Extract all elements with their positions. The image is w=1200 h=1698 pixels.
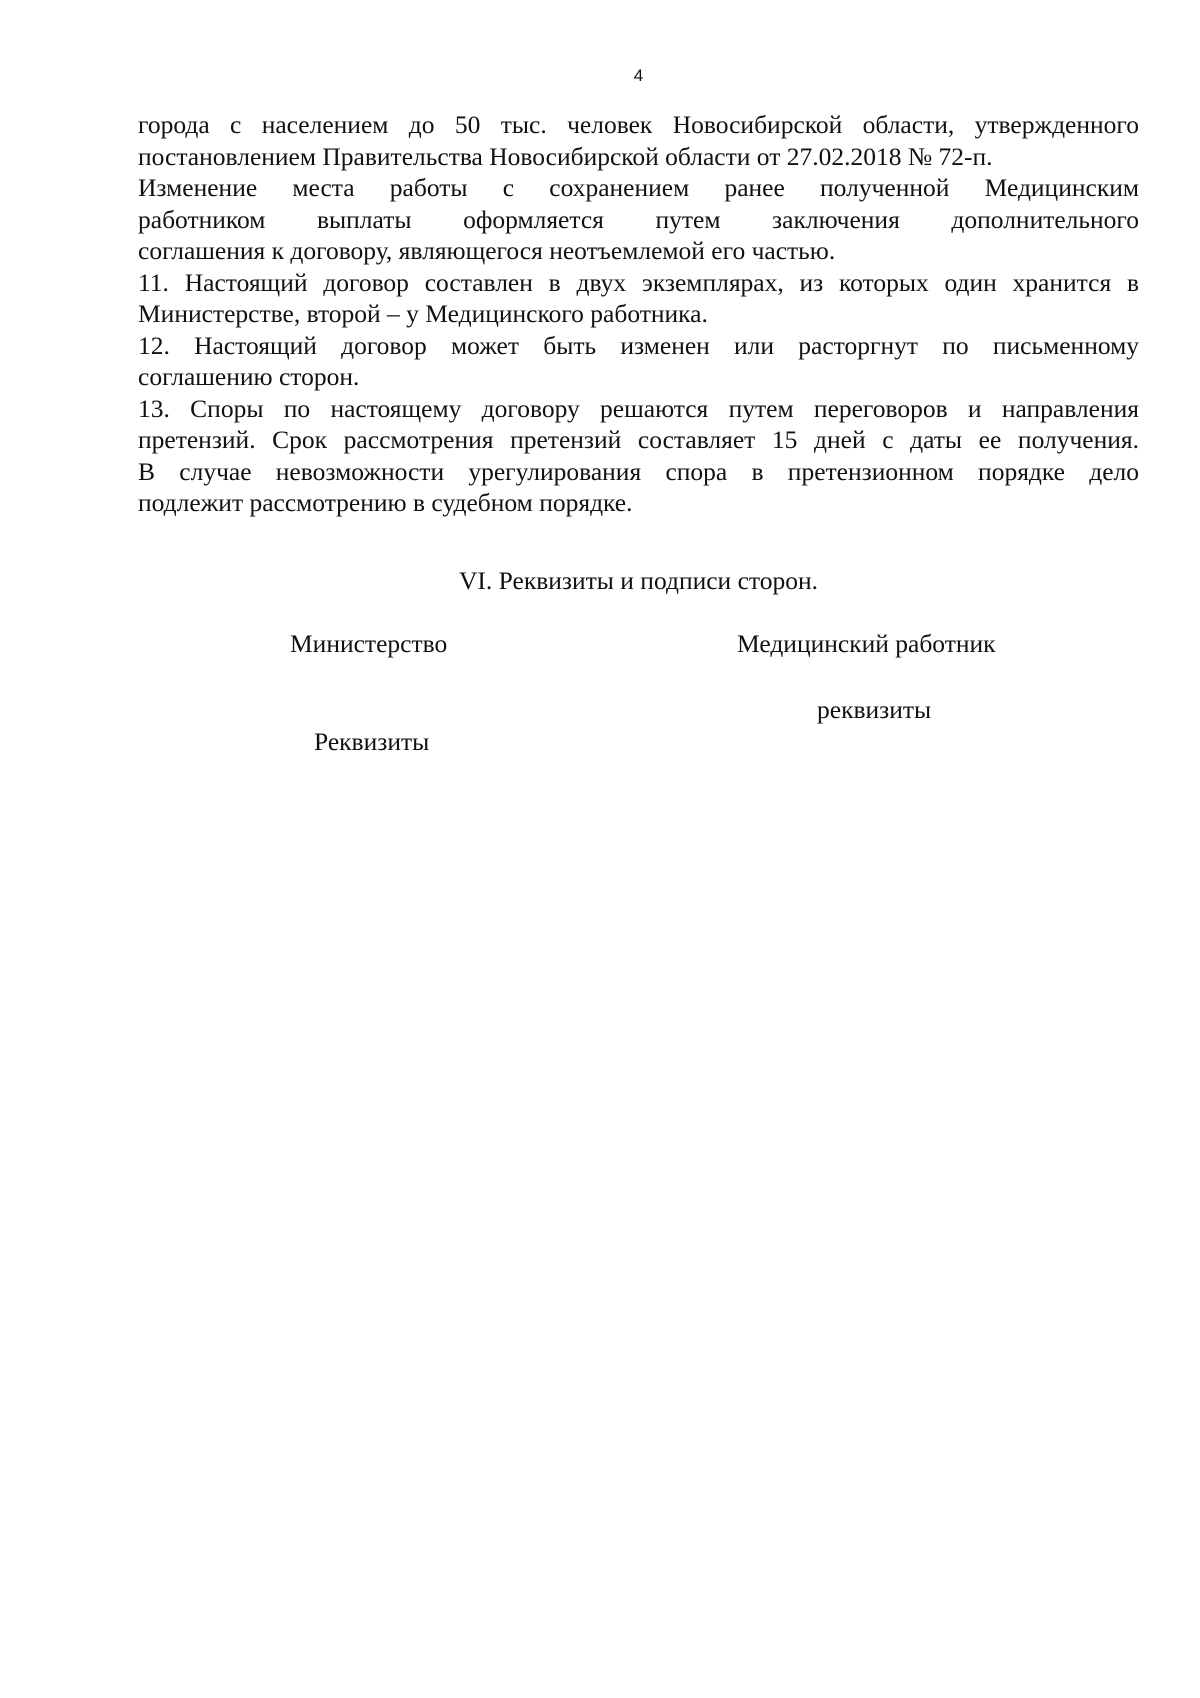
body-line: 11. Настоящий договор составлен в двух экземплярах, из которых один хранится в [138,267,1139,297]
body-line: работником выплаты оформляется путем заключения дополнительного [138,204,1139,234]
body-line: города с населением до 50 тыс. человек Новосибирской области, утвержденного [138,110,1139,139]
body-line: постановлением Правительства Новосибирской области от 27.02.2018 № 72-п. [138,141,993,171]
contract-body-text [138,109,1139,519]
body-line: Изменение места работы с сохранением ранее полученной Медицинским [138,173,1139,202]
medical-worker-requisites: реквизиты [817,695,932,724]
body-line: Министерстве, второй – у Медицинского работника. [138,299,708,328]
party-medical-worker-label: Медицинский работник [737,629,996,658]
body-line: претензий. Срок рассмотрения претензий составляет 15 дней с даты ее получения. [138,425,1139,454]
page-number: 4 [633,66,644,85]
body-line: В случае невозможности урегулирования спора в претензионном порядке дело [138,456,1139,486]
body-line: 13. Споры по настоящему договору решаются путем переговоров и направления [138,393,1139,423]
section-title: VI. Реквизиты и подписи сторон. [459,566,818,595]
body-line: подлежит рассмотрению в судебном порядке. [138,488,633,517]
body-line: 12. Настоящий договор может быть изменен или расторгнут по письменному [138,330,1139,360]
body-line: соглашения к договору, являющегося неотъемлемой его частью. [138,236,836,265]
party-ministry-label: Министерство [290,629,448,658]
body-line: соглашению сторон. [138,362,360,391]
ministry-requisites: Реквизиты [314,727,430,756]
